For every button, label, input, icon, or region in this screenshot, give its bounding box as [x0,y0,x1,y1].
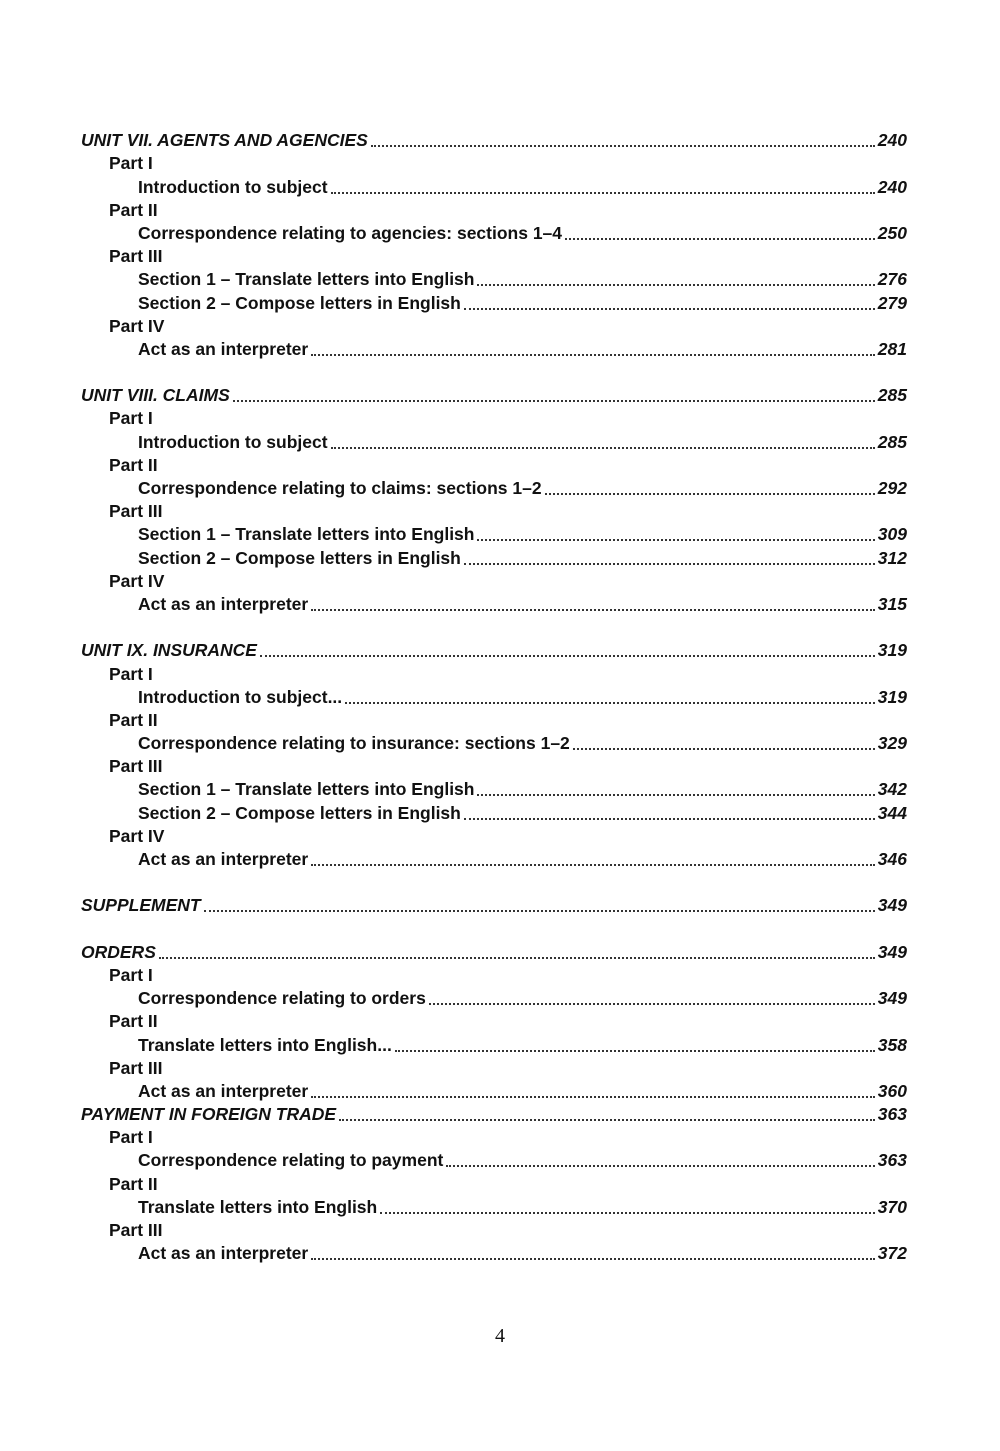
toc-entry-title: Translate letters into English [138,1196,378,1217]
dot-leader [260,654,875,657]
toc-entry-page: 319 [877,686,907,707]
toc-unit-entry[interactable] [81,1102,907,1125]
toc-entry-title: Act as an interpreter [138,1080,309,1101]
toc-part-entry[interactable] [81,824,907,847]
toc-entry-title: Part I [109,663,153,684]
toc-entry-page: 319 [877,640,907,661]
toc-entry-title: Part IV [109,315,165,336]
toc-spacer [81,870,907,893]
toc-entry-title: Part III [109,1057,163,1078]
dot-leader [159,956,875,959]
toc-entry-title: Part II [109,709,158,730]
toc-item-entry[interactable] [81,1079,907,1102]
toc-entry-title: SUPPLEMENT [81,895,201,916]
toc-item-entry[interactable] [81,731,907,754]
dot-leader [311,353,875,356]
toc-entry-title: UNIT VIII. CLAIMS [81,385,230,406]
toc-entry-title: Part I [109,964,153,985]
toc-entry-title: Part IV [109,825,165,846]
toc-part-entry[interactable] [81,314,907,337]
toc-item-entry[interactable] [81,1148,907,1171]
toc-entry-title: Act as an interpreter [138,338,309,359]
toc-spacer [81,615,907,638]
toc-entry-page: 363 [877,1150,907,1171]
toc-item-entry[interactable] [81,1195,907,1218]
toc-unit-entry[interactable] [81,383,907,406]
toc-entry-title: Introduction to subject... [138,686,343,707]
toc-entry-page: 360 [877,1080,907,1101]
dot-leader [565,237,875,240]
dot-leader [395,1049,875,1052]
toc-part-entry[interactable] [81,754,907,777]
toc-item-entry[interactable] [81,777,907,800]
dot-leader [331,446,875,449]
toc-entry-page: 250 [877,222,907,243]
toc-entry-page: 285 [877,385,907,406]
toc-unit-entry[interactable] [81,638,907,661]
toc-entry-title: Part II [109,1173,158,1194]
toc-entry-title: Part I [109,1127,153,1148]
page-number: 4 [495,1325,505,1347]
toc-part-entry[interactable] [81,1056,907,1079]
dot-leader [545,492,875,495]
dot-leader [331,191,875,194]
dot-leader [371,144,875,147]
toc-item-entry[interactable] [81,429,907,452]
toc-item-entry[interactable] [81,476,907,499]
dot-leader [380,1211,875,1214]
toc-entry-page: 342 [877,779,907,800]
toc-entry-page: 349 [877,988,907,1009]
toc-entry-page: 329 [877,733,907,754]
toc-item-entry[interactable] [81,1241,907,1264]
toc-part-entry[interactable] [81,151,907,174]
dot-leader [204,909,875,912]
dot-leader [311,1257,875,1260]
toc-unit-entry[interactable] [81,128,907,151]
toc-part-entry[interactable] [81,569,907,592]
toc-unit-entry[interactable] [81,893,907,916]
toc-entry-title: Part II [109,1011,158,1032]
toc-entry-title: Translate letters into English... [138,1034,392,1055]
toc-entry-page: 372 [877,1243,907,1264]
toc-entry-page: 309 [877,524,907,545]
toc-entry-title: Section 1 – Translate letters into English [138,779,475,800]
toc-entry-title: Act as an interpreter [138,849,309,869]
toc-part-entry[interactable] [81,1009,907,1032]
toc-part-entry[interactable] [81,499,907,522]
toc-part-entry[interactable] [81,661,907,684]
toc-entry-title: Correspondence relating to claims: sections 1–2 [138,478,542,498]
toc-entry-title: Correspondence relating to orders [138,988,426,1009]
toc-entry-page: 312 [877,547,907,568]
toc-spacer [81,360,907,383]
dot-leader [477,538,874,541]
dot-leader [311,1095,875,1098]
dot-leader [446,1164,874,1167]
toc-item-entry[interactable] [81,592,907,615]
toc-part-entry[interactable] [81,708,907,731]
toc-entry-title: Part II [109,199,158,220]
dot-leader [477,793,874,796]
toc-item-entry[interactable] [81,221,907,244]
toc-part-entry[interactable] [81,1218,907,1241]
toc-entry-title: ORDERS [81,941,156,962]
toc-entry-title: Introduction to subject [138,176,328,197]
toc-entry-page: 292 [877,478,907,498]
dot-leader [429,1002,875,1005]
toc-entry-title: Correspondence relating to payment [138,1150,444,1171]
toc-entry-title: Correspondence relating to agencies: sections 1–4 [138,222,563,243]
dot-leader [464,817,875,820]
toc-part-entry[interactable] [81,1125,907,1148]
toc-part-entry[interactable] [81,963,907,986]
toc-entry-title: Section 2 – Compose letters in English [138,802,461,823]
toc-item-entry[interactable] [81,1032,907,1055]
toc-entry-title: UNIT VII. AGENTS AND AGENCIES [81,130,368,151]
toc-entry-page: 285 [877,431,907,452]
dot-leader [345,701,875,704]
toc-entry-title: Act as an interpreter [138,593,309,614]
toc-entry-page: 315 [877,593,907,614]
toc-entry-title: UNIT IX. INSURANCE [81,640,257,661]
dot-leader [573,747,875,750]
toc-item-entry[interactable] [81,685,907,708]
dot-leader [233,399,875,402]
toc-entry-page: 363 [877,1104,907,1125]
toc-spacer [81,916,907,939]
toc-part-entry[interactable] [81,198,907,221]
dot-leader [339,1118,875,1121]
toc-entry-title: Part I [109,153,153,174]
toc-item-entry[interactable] [81,986,907,1009]
toc-entry-title: Section 2 – Compose letters in English [138,292,461,313]
toc-entry-page: 281 [877,338,907,359]
dot-leader [464,307,875,310]
toc-entry-title: Part IV [109,570,165,591]
toc-part-entry[interactable] [81,453,907,476]
toc-item-entry[interactable] [81,290,907,313]
toc-entry-page: 240 [877,130,907,151]
toc-item-entry[interactable] [81,337,907,360]
toc-entry-title: Part I [109,408,153,429]
toc-entry-title: Part III [109,246,163,267]
toc-entry-title: Section 1 – Translate letters into English [138,524,475,545]
toc-part-entry[interactable] [81,406,907,429]
dot-leader [311,608,875,611]
toc-entry-title: Act as an interpreter [138,1243,309,1264]
toc-entry-page: 349 [877,941,907,962]
toc-entry-title: Part III [109,756,163,777]
table-of-contents [81,128,907,1264]
toc-entry-page: 276 [877,269,907,290]
toc-item-entry[interactable] [81,267,907,290]
toc-entry-page: 370 [877,1196,907,1217]
toc-entry-page: 346 [877,849,907,869]
toc-entry-page: 279 [877,292,907,313]
toc-entry-title: Section 2 – Compose letters in English [138,547,461,568]
toc-item-entry[interactable] [81,847,907,870]
toc-entry-title: Part III [109,501,163,522]
toc-item-entry[interactable] [81,174,907,197]
toc-entry-page: 240 [877,176,907,197]
toc-entry-title: Correspondence relating to insurance: sections 1–2 [138,733,570,754]
dot-leader [311,863,875,866]
toc-entry-title: Part III [109,1220,163,1240]
dot-leader [464,562,875,565]
toc-entry-title: Part II [109,454,158,475]
toc-entry-page: 349 [877,895,907,916]
toc-unit-entry[interactable] [81,940,907,963]
toc-entry-title: PAYMENT IN FOREIGN TRADE [81,1104,337,1125]
toc-part-entry[interactable] [81,1171,907,1194]
toc-entry-title: Introduction to subject [138,431,328,452]
toc-part-entry[interactable] [81,244,907,267]
dot-leader [477,283,874,286]
toc-entry-page: 358 [877,1034,907,1055]
toc-entry-page: 344 [877,802,907,823]
toc-entry-title: Section 1 – Translate letters into English [138,269,475,290]
toc-item-entry[interactable] [81,545,907,568]
toc-item-entry[interactable] [81,800,907,823]
toc-item-entry[interactable] [81,522,907,545]
